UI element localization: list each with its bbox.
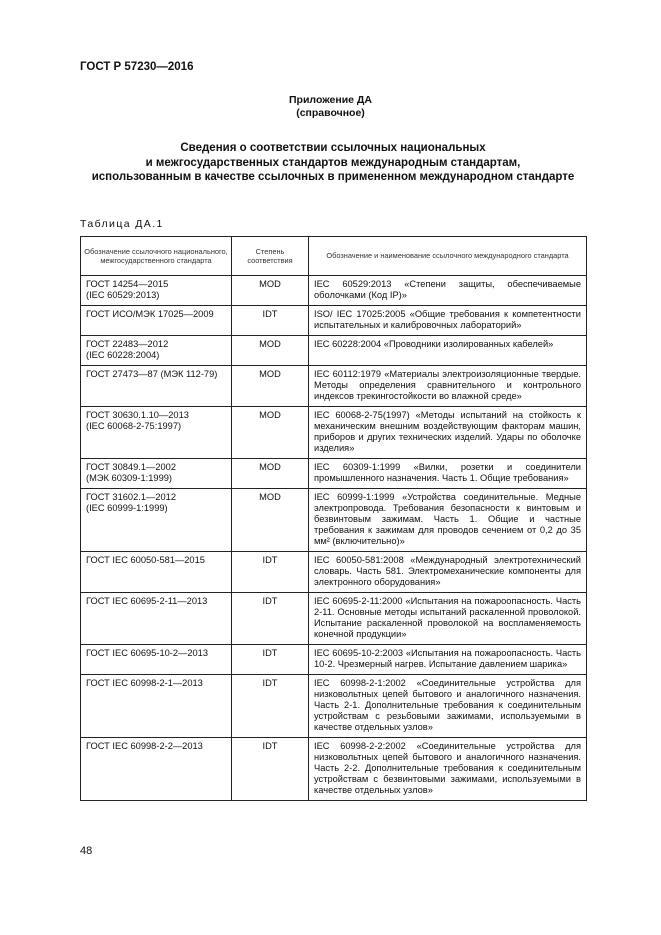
national-standard-cell: [81, 459, 232, 489]
national-standard-designation: (IEC 60999-1:1999): [86, 503, 168, 513]
national-standard-cell: [81, 593, 232, 645]
table-header-row: [81, 237, 587, 276]
heading-line: Сведения о соответствии ссылочных национальных: [180, 142, 486, 154]
table-row: [81, 459, 587, 489]
degree-of-correspondence-cell: MOD: [232, 407, 309, 459]
table-row: [81, 489, 587, 552]
document-code: ГОСТ Р 57230—2016: [80, 61, 194, 73]
international-standard-cell: IEC 60228:2004 «Проводники изолированных кабелей»: [309, 336, 587, 366]
international-standard-cell: IEC 60112:1979 «Материалы электроизоляционные твердые. Методы определения сравнительного и контрольного индексов трекингостойкости во влажной среде»: [309, 366, 587, 407]
national-standard-cell: [81, 675, 232, 738]
national-standard-cell: [81, 366, 232, 407]
national-standard-designation: ГОСТ 31602.1—2012: [86, 492, 176, 502]
national-standard-designation: ГОСТ 22483—2012: [86, 339, 169, 349]
international-standard-cell: IEC 60695-2-11:2000 «Испытания на пожароопасность. Часть 2-11. Основные методы испытаний раскаленной проволокой. Испытание раскаленной проволокой на воспламеняемость конечной продукции»: [309, 593, 587, 645]
table-caption: Таблица ДА.1: [80, 218, 164, 230]
national-standard-designation: ГОСТ 27473—87 (МЭК 112-79): [86, 369, 218, 379]
column-header-degree: Степень соответствия: [232, 237, 309, 276]
degree-of-correspondence-cell: IDT: [232, 552, 309, 593]
national-standard-cell: [81, 407, 232, 459]
international-standard-cell: IEC 60695-10-2:2003 «Испытания на пожароопасность. Часть 10-2. Чрезмерный нагрев. Испытание давлением шарика»: [309, 645, 587, 675]
table-row: [81, 593, 587, 645]
table-row: [81, 738, 587, 801]
degree-of-correspondence-cell: IDT: [232, 675, 309, 738]
table-row: [81, 366, 587, 407]
international-standard-cell: IEC 60998-2-1:2002 «Соединительные устройства для низковольтных цепей бытового и аналогичного назначения. Часть 2-1. Дополнительные требования к соединительным устройствам с резьбовыми зажимами, используемыми в качестве отдельных узлов»: [309, 675, 587, 738]
correspondence-table: [80, 236, 587, 801]
national-standard-designation: ГОСТ IEC 60695-2-11—2013: [86, 596, 208, 606]
national-standard-designation: ГОСТ 30630.1.10—2013: [86, 410, 189, 420]
degree-of-correspondence-cell: MOD: [232, 276, 309, 306]
national-standard-cell: [81, 306, 232, 336]
national-standard-designation: (IEC 60068-2-75:1997): [86, 421, 182, 431]
degree-of-correspondence-cell: IDT: [232, 306, 309, 336]
national-standard-designation: (IEC 60228:2004): [86, 350, 160, 360]
table-row: [81, 276, 587, 306]
national-standard-designation: ГОСТ IEC 60998-2-1—2013: [86, 678, 203, 688]
table-row: [81, 552, 587, 593]
national-standard-cell: [81, 336, 232, 366]
international-standard-cell: ISO/ IEC 17025:2005 «Общие требования к компетентности испытательных и калибровочных лабораторий»: [309, 306, 587, 336]
table-row: [81, 645, 587, 675]
national-standard-designation: ГОСТ 14254—2015: [86, 279, 169, 289]
degree-of-correspondence-cell: IDT: [232, 645, 309, 675]
international-standard-cell: IEC 60998-2-2:2002 «Соединительные устройства для низковольтных цепей бытового и аналогичного назначения. Часть 2-2. Дополнительные требования к соединительным устройствам с безвинтовыми зажимами, используемыми в качестве отдельных узлов»: [309, 738, 587, 801]
table-row: [81, 306, 587, 336]
appendix-subtitle: (справочное): [296, 107, 365, 119]
degree-of-correspondence-cell: IDT: [232, 738, 309, 801]
column-header-national-standard: Обозначение ссылочного национального, межгосударственного стандарта: [81, 237, 232, 276]
degree-of-correspondence-cell: IDT: [232, 593, 309, 645]
heading-line: и межгосударственных стандартов международным стандартам,: [145, 156, 521, 169]
table-body: [81, 276, 587, 801]
table-row: [81, 675, 587, 738]
international-standard-cell: IEC 60309-1:1999 «Вилки, розетки и соединители промышленного назначения. Часть 1. Общие требования»: [309, 459, 587, 489]
page-number: 48: [80, 845, 93, 857]
national-standard-designation: (МЭК 60309-1:1999): [86, 473, 173, 483]
degree-of-correspondence-cell: MOD: [232, 366, 309, 407]
international-standard-cell: IEC 60999-1:1999 «Устройства соединительные. Медные электропровода. Требования безопасности к винтовым и безвинтовым зажимам. Часть 1. Общие и частные требования к зажимам для проводов сечением от 0,2 до 35 мм² (включительно)»: [309, 489, 587, 552]
appendix-heading: [80, 141, 586, 185]
national-standard-designation: ГОСТ 30849.1—2002: [86, 462, 176, 472]
national-standard-designation: ГОСТ IEC 60998-2-2—2013: [86, 741, 203, 751]
degree-of-correspondence-cell: MOD: [232, 336, 309, 366]
table-row: [81, 407, 587, 459]
table-row: [81, 336, 587, 366]
degree-of-correspondence-cell: MOD: [232, 459, 309, 489]
international-standard-cell: IEC 60529:2013 «Степени защиты, обеспечиваемые оболочками (Код IP)»: [309, 276, 587, 306]
national-standard-cell: [81, 552, 232, 593]
national-standard-designation: ГОСТ ИСО/МЭК 17025—2009: [86, 309, 214, 319]
national-standard-designation: ГОСТ IEC 60050-581—2015: [86, 555, 205, 565]
national-standard-designation: (IEC 60529:2013): [86, 290, 160, 300]
degree-of-correspondence-cell: MOD: [232, 489, 309, 552]
national-standard-cell: [81, 738, 232, 801]
appendix-header: [0, 94, 661, 120]
international-standard-cell: IEC 60050-581:2008 «Международный электротехнический словарь. Часть 581. Электромеханические компоненты для электронного оборудования»: [309, 552, 587, 593]
national-standard-designation: ГОСТ IEC 60695-10-2—2013: [86, 648, 209, 658]
national-standard-cell: [81, 645, 232, 675]
international-standard-cell: IEC 60068-2-75(1997) «Методы испытаний на стойкость к механическим внешним воздействующим факторам машин, приборов и других технических изделий. Удары по оболочке изделия»: [309, 407, 587, 459]
appendix-title: Приложение ДА: [289, 94, 372, 106]
heading-line: использованным в качестве ссылочных в примененном международном стандарте: [91, 171, 575, 183]
national-standard-cell: [81, 276, 232, 306]
column-header-international-standard: Обозначение и наименование ссылочного международного стандарта: [309, 237, 587, 276]
national-standard-cell: [81, 489, 232, 552]
